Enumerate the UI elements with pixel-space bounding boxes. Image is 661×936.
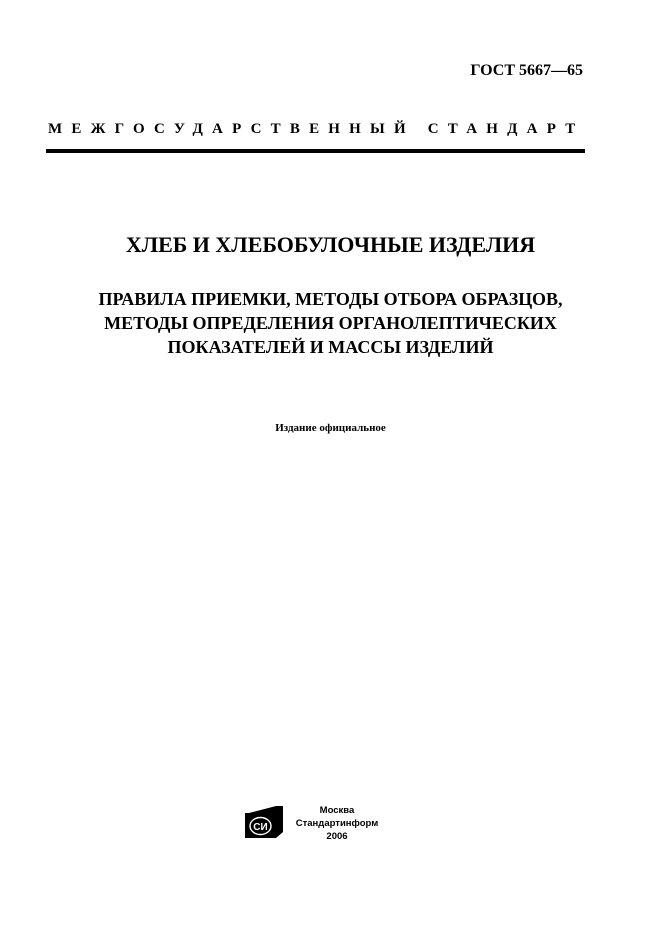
subtitle-line: МЕТОДЫ ОПРЕДЕЛЕНИЯ ОРГАНОЛЕПТИЧЕСКИХ — [104, 313, 557, 333]
subtitle-line: ПРАВИЛА ПРИЕМКИ, МЕТОДЫ ОТБОРА ОБРАЗЦОВ, — [98, 289, 563, 309]
edition-note: Издание официальное — [275, 422, 386, 434]
svg-text:СИ: СИ — [253, 822, 268, 833]
publisher-year: 2006 — [326, 831, 348, 842]
subtitle-line: ПОКАЗАТЕЛЕЙ И МАССЫ ИЗДЕЛИЙ — [167, 337, 494, 357]
publisher-city: Москва — [319, 805, 355, 816]
standard-category: МЕЖГОСУДАРСТВЕННЫЙ СТАНДАРТ — [48, 121, 585, 137]
standartinform-logo-icon — [245, 806, 283, 838]
publisher-name: Стандартинформ — [295, 818, 379, 829]
standard-number: ГОСТ 5667—65 — [470, 62, 583, 79]
publisher-imprint — [290, 804, 384, 843]
document-subtitle — [0, 287, 661, 359]
document-title: ХЛЕБ И ХЛЕБОБУЛОЧНЫЕ ИЗДЕЛИЯ — [125, 232, 536, 257]
header-divider — [46, 149, 585, 153]
